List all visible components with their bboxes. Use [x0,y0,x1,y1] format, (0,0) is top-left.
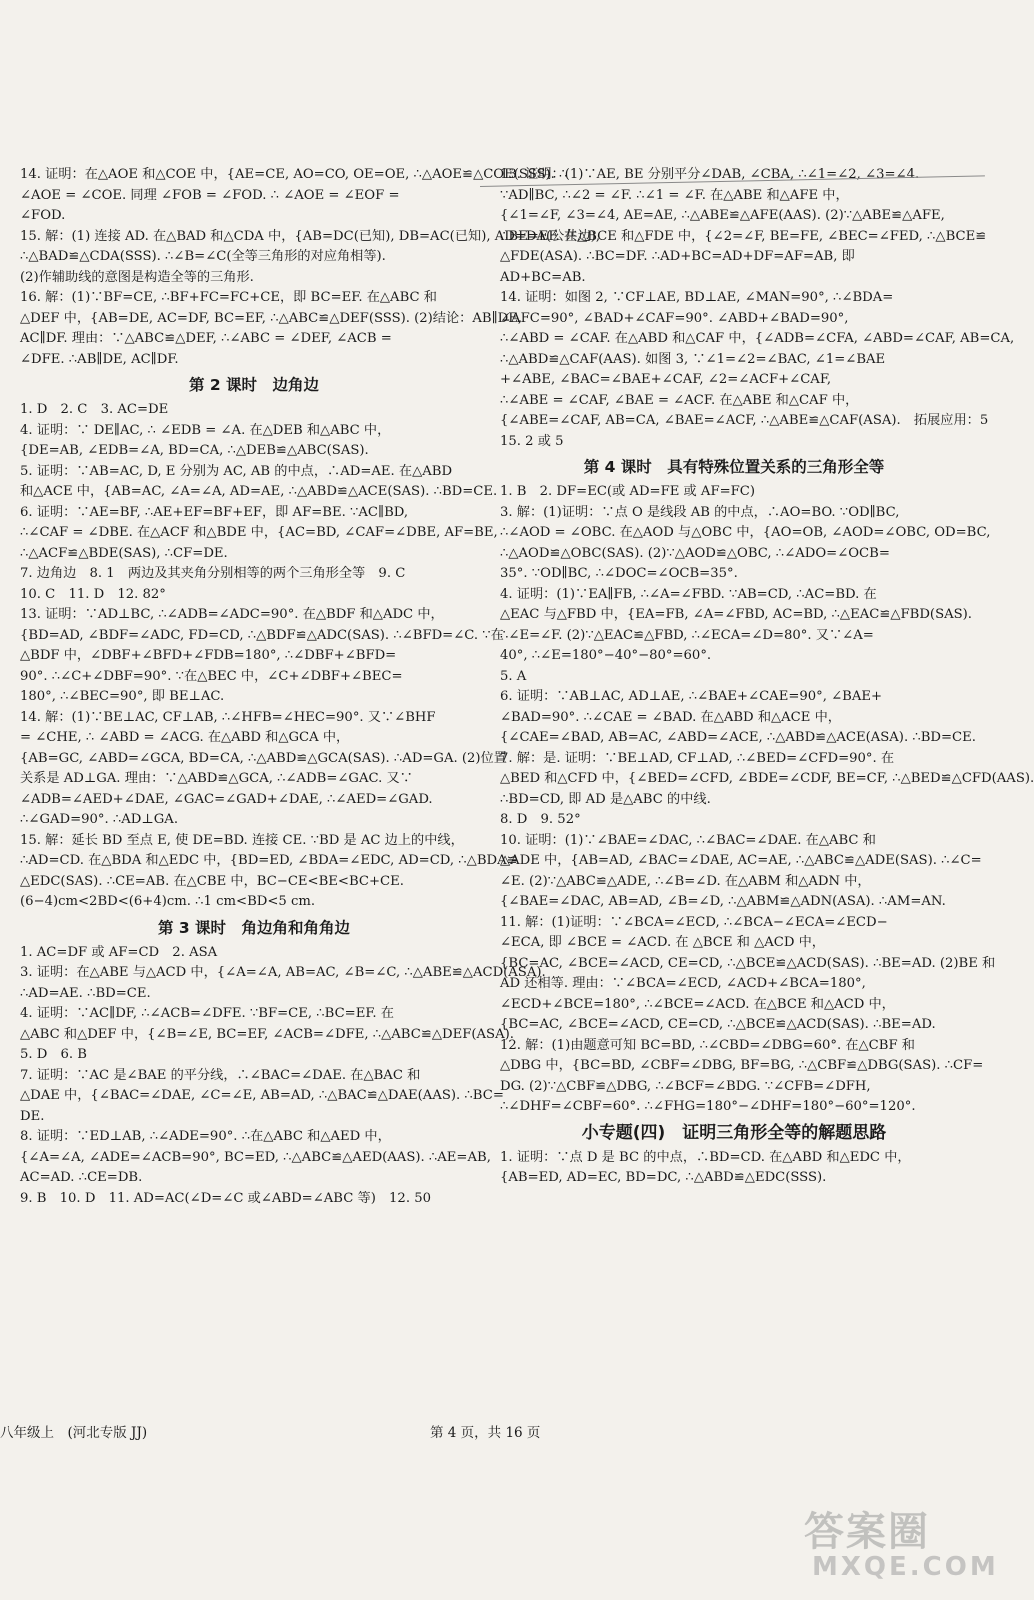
answer-line: △FDE(ASA). ∴BC=DF. ∴AD+BC=AD+DF=AF=AB, 即 [500,249,855,264]
answer-line: ∴∠E=∠F. (2)∵△EAC≌△FBD, ∴∠ECA=∠D=80°. 又∵∠A= [500,627,874,643]
answer-line: ∴∠ABE = ∠CAF, ∠BAE = ∠ACF. 在△ABE 和△CAF 中， [500,392,859,408]
answer-line: ∴BD=CD, 即 AD 是△ABC 的中线. [500,791,711,807]
answer-line: ∴∠ABD = ∠CAF. 在△ABD 和△CAF 中，{∠ADB=∠CFA, ∠ABD=∠CAF, AB=CA, [500,331,1015,346]
section-heading: 第 2 课时 边角边 [188,376,320,394]
answer-line: △DBG 中，{BC=BD, ∠CBF=∠DBG, BF=BG, ∴△CBF≌△DBG(SAS). ∴CF= [500,1058,984,1073]
answer-line: 14. 证明：如图 2, ∵CF⊥AE, BD⊥AE, ∠MAN=90°, ∴∠BDA= [500,290,894,305]
answer-line: ∠BAD=90°. ∴∠CAE = ∠BAD. 在△ABD 和△ACE 中， [500,709,841,725]
answer-line: ∴△ABD≌△CAF(AAS). 如图 3, ∵∠1=∠2=∠BAC, ∠1=∠BAE [500,351,886,367]
answer-line: 4. 证明：∵ DE∥AC, ∴ ∠EDB = ∠A. 在△DEB 和△ABC 中， [20,422,391,438]
answer-line: ∴∠GAD=90°. ∴AD⊥GA. [20,812,179,827]
answer-line: ∠AFC=90°, ∠BAD+∠CAF=90°. ∠ABD+∠BAD=90°, [500,310,849,326]
answer-line: AC∥DF. 理由：∵△ABC≌△DEF, ∴∠ABC = ∠DEF, ∠ACB = [20,331,392,346]
answer-line: {BD=AD, ∠BDF=∠ADC, FD=CD, ∴△BDF≌△ADC(SAS). ∴∠BFD=∠C. ∵在 [20,627,504,643]
answer-line: AD+BC=AB. [500,269,586,285]
answer-line: (2)作辅助线的意图是构造全等的三角形. [20,269,254,285]
answer-line: {∠CAE=∠BAD, AB=AC, ∠ABD=∠ACE, ∴△ABD≌△ACE(ASA). ∴BD=CE. [500,730,976,745]
answer-line: 6. 证明：∵AE=BF, ∴AE+EF=BF+EF，即 AF=BE. ∵AC∥BD, [20,504,409,520]
answer-line: ∵AD∥BC, ∴∠2 = ∠F. ∴∠1 = ∠F. 在△ABE 和△AFE 中， [500,187,849,203]
answer-line: 5. A [500,668,527,684]
answer-line: 14. 解：(1)∵BE⊥AC, CF⊥AB, ∴∠HFB=∠HEC=90°. 又∵∠BHF [20,709,436,725]
answer-line: 1. B 2. DF=EC(或 AD=FE 或 AF=FC) [500,484,756,499]
answer-line: {BC=AC, ∠BCE=∠ACD, CE=CD, ∴△BCE≌△ACD(SAS). ∴BE=AD. [500,1017,936,1032]
answer-line: {∠A=∠A, ∠ADE=∠ACB=90°, BC=ED, ∴△ABC≌△AED(AAS). ∴AE=AB, [20,1149,491,1165]
section-heading: 第 3 课时 角边角和角角边 [157,918,351,937]
answer-line: 3. 解：(1)证明：∵点 O 是线段 AB 的中点，∴AO=BO. ∵OD∥BC, [500,504,900,520]
answer-line: 10. C 11. D 12. 82° [20,586,166,602]
answer-line: 13. 证明：∵AD⊥BC, ∴∠ADB=∠ADC=90°. 在△BDF 和△ADC 中， [20,607,444,622]
answer-line: 35°. ∵OD∥BC, ∴∠DOC=∠OCB=35°. [500,566,738,581]
answer-line: ∠ECA, 即 ∠BCE = ∠ACD. 在 △BCE 和 △ACD 中， [500,935,825,950]
answer-line: △DEF 中，{AB=DE, AC=DF, BC=EF, ∴△ABC≌△DEF(SSS). (2)结论：AB∥DE, [20,310,523,326]
answer-line: 1. 证明：∵点 D 是 BC 的中点，∴BD=CD. 在△ABD 和△EDC 中， [500,1149,911,1165]
answer-line: {DE=AB, ∠EDB=∠A, BD=CA, ∴△DEB≌△ABC(SAS). [20,443,369,458]
answer-line: ∴BE=EF. 在△BCE 和△FDE 中，{∠2=∠F, BE=FE, ∠BEC=∠FED, ∴△BCE≌ [500,228,987,244]
answer-line: AD 还相等. 理由：∵∠BCA=∠ECD, ∠ACD+∠BCA=180°, [500,976,866,991]
answer-line: 13. 证明：(1)∵AE, BE 分别平分∠DAB, ∠CBA, ∴∠1=∠2, ∠3=∠4. [500,167,920,182]
answer-line: ∠FOD. [20,208,66,223]
answer-line: 180°, ∴∠BEC=90°, 即 BE⊥AC. [20,689,225,704]
footer-book-label: 八年级上 (河北专版 JJ) [0,1425,148,1441]
watermark-site: MXQE.COM [812,1552,999,1582]
answer-line: {∠ABE=∠CAF, AB=CA, ∠BAE=∠ACF, ∴△ABE≌△CAF(ASA). 拓展应用：5 [500,413,989,428]
answer-line: ∴△BAD≌△CDA(SSS). ∴∠B=∠C(全等三角形的对应角相等). [20,249,386,264]
right-column [500,165,1034,1189]
watermark-logo [800,1500,999,1594]
answer-line: ∴∠AOD = ∠OBC. 在△AOD 与△OBC 中，{AO=OB, ∠AOD=∠OBC, OD=BC, [500,525,991,540]
answer-line: 关系是 AD⊥GA. 理由：∵△ABD≌△GCA, ∴∠ADB=∠GAC. 又∵ [20,771,413,786]
answer-line: △ABC 和△DEF 中，{∠B=∠E, BC=EF, ∠ACB=∠DFE, ∴△ABC≌△DEF(ASA). [20,1026,514,1042]
answer-line: 12. 解：(1)由题意可知 BC=BD, ∴∠CBD=∠DBG=60°. 在△CBF 和 [500,1037,915,1053]
page-footer [0,1422,1000,1444]
answer-line: DG. (2)∵△CBF≌△DBG, ∴∠BCF=∠BDG. ∵∠CFB=∠DFH, [500,1078,871,1094]
watermark-mark: 答案圈 [804,1509,930,1555]
answer-line: 10. 证明：(1)∵∠BAE=∠DAC, ∴∠BAC=∠DAE. 在△ABC 和 [500,832,876,848]
answer-line: = ∠CHE, ∴ ∠ABD = ∠ACG. 在△ABD 和△GCA 中， [20,730,350,745]
answer-line: 1. AC=DF 或 AF=CD 2. ASA [20,944,218,960]
answer-line: 6. 证明：∵AB⊥AC, AD⊥AE, ∴∠BAE+∠CAE=90°, ∠BAE+ [500,689,883,704]
answer-line: 9. B 10. D 11. AD=AC(∠D=∠C 或∠ABD=∠ABC 等) 12. 50 [20,1190,431,1206]
answer-line: 90°. ∴∠C+∠DBF=90°. ∵在△BEC 中，∠C+∠DBF+∠BEC= [20,668,403,684]
answer-line: △EDC(SAS). ∴CE=AB. 在△CBE 中，BC−CE<BE<BC+CE. [20,873,404,889]
answer-line: 16. 解：(1)∵BF=CE, ∴BF+FC=FC+CE，即 BC=EF. 在△ABC 和 [20,290,437,305]
answer-line: (6−4)cm<2BD<(6+4)cm. ∴1 cm<BD<5 cm. [20,894,316,909]
answer-line: 和△ACE 中，{AB=AC, ∠A=∠A, AD=AE, ∴△ABD≌△ACE(SAS). ∴BD=CE. [20,484,498,499]
answer-line: △ADE 中，{AB=AD, ∠BAC=∠DAE, AC=AE, ∴△ABC≌△ADE(SAS). ∴∠C= [500,853,982,868]
answer-line: 1. D 2. C 3. AC=DE [20,402,169,417]
answer-line: {AB=ED, AD=EC, BD=DC, ∴△ABD≌△EDC(SSS). [500,1170,827,1185]
answer-line: 15. 2 或 5 [500,433,564,449]
answer-line: ∠DFE. ∴AB∥DE, AC∥DF. [20,351,179,367]
answer-line: 7. 解：是. 证明：∵BE⊥AD, CF⊥AD, ∴∠BED=∠CFD=90°. 在 [500,750,895,766]
answer-line: 8. D 9. 52° [500,812,581,827]
section-heading: 第 4 课时 具有特殊位置关系的三角形全等 [583,458,885,476]
answer-line: ∠E. (2)∵△ABC≌△ADE, ∴∠B=∠D. 在△ABM 和△ADN 中， [500,873,871,889]
answer-line: 7. 证明：∵AC 是∠BAE 的平分线，∴∠BAC=∠DAE. 在△BAC 和 [20,1067,421,1083]
answer-line: {∠BAE=∠DAC, AB=AD, ∠B=∠D, ∴△ABM≌△ADN(ASA). ∴AM=AN. [500,894,946,909]
answer-line: {BC=AC, ∠BCE=∠ACD, CE=CD, ∴△BCE≌△ACD(SAS). ∴BE=AD. (2)BE 和 [500,955,996,971]
answer-line: △EAC 与△FBD 中，{EA=FB, ∠A=∠FBD, AC=BD, ∴△EAC≌△FBD(SAS). [500,607,972,622]
footer-page-number: 第 4 页，共 16 页 [430,1425,541,1441]
section-heading: 小专题(四) 证明三角形全等的解题思路 [581,1122,887,1143]
answer-line: ∴AD=AE. ∴BD=CE. [20,985,151,1001]
answer-line: △BDF 中，∠DBF+∠BFD+∠FDB=180°, ∴∠DBF+∠BFD= [20,648,397,663]
answer-line: {AB=GC, ∠ABD=∠GCA, BD=CA, ∴△ABD≌△GCA(SAS). ∴AD=GA. (2)位置 [20,750,507,766]
answer-line: 40°, ∴∠E=180°−40°−80°=60°. [500,648,712,663]
answer-line: AC=AD. ∴CE=DB. [20,1170,143,1185]
answer-line: ∠ADB=∠AED+∠DAE, ∠GAC=∠GAD+∠DAE, ∴∠AED=∠GAD. [20,791,433,807]
answer-line: 4. 证明：(1)∵EA∥FB, ∴∠A=∠FBD. ∵AB=CD, ∴AC=BD. 在 [500,586,877,602]
answer-line: ∴AD=CD. 在△BDA 和△EDC 中，{BD=ED, ∠BDA=∠EDC, AD=CD, ∴△BDA≌ [20,853,518,868]
answer-line: 8. 证明：∵ED⊥AB, ∴∠ADE=90°. ∴在△ABC 和△AED 中， [20,1129,391,1144]
answer-line: 7. 边角边 8. 1 两边及其夹角分别相等的两个三角形全等 9. C [20,566,406,581]
answer-line: DE. [20,1108,45,1124]
answer-line: 5. 证明：∵AB=AC, D, E 分别为 AC, AB 的中点，∴AD=AE. 在△ABD [20,463,453,479]
answer-line: {∠1=∠F, ∠3=∠4, AE=AE, ∴△ABE≌△AFE(AAS). (2)∵△ABE≌△AFE, [500,208,945,223]
answer-line: 11. 解：(1)证明：∵∠BCA=∠ECD, ∴∠BCA−∠ECA=∠ECD− [500,914,888,930]
answer-line: 15. 解：延长 BD 至点 E, 使 DE=BD. 连接 CE. ∵BD 是 AC 边上的中线， [20,832,464,848]
answer-line: △DAE 中，{∠BAC=∠DAE, ∠C=∠E, AB=AD, ∴△BAC≌△DAE(AAS). ∴BC= [20,1088,504,1103]
answer-line: 3. 证明：在△ABE 与△ACD 中，{∠A=∠A, AB=AC, ∠B=∠C, ∴△ABE≌△ACD(ASA). [20,965,546,980]
answer-line: 15. 解：(1) 连接 AD. 在△BAD 和△CDA 中，{AB=DC(已知), DB=AC(已知), AD=DA(公共边), [20,228,601,244]
answer-line: ∠AOE = ∠COE. 同理 ∠FOB = ∠FOD. ∴ ∠AOE = ∠EOF = [20,187,400,203]
answer-line: 14. 证明：在△AOE 和△COE 中，{AE=CE, AO=CO, OE=OE, ∴△AOE≌△COE(SSS). ∴ [20,167,568,182]
answer-line: ∴△AOD≌△OBC(SAS). (2)∵△AOD≌△OBC, ∴∠ADO=∠OCB= [500,545,890,561]
answer-line: ∴△ACF≌△BDE(SAS), ∴CF=DE. [20,545,228,561]
answer-line: +∠ABE, ∠BAC=∠BAE+∠CAF, ∠2=∠ACF+∠CAF, [500,372,832,387]
answer-line: 4. 证明：∵AC∥DF, ∴∠ACB=∠DFE. ∵BF=CE, ∴BC=EF. 在 [20,1006,394,1021]
answer-line: △BED 和△CFD 中，{∠BED=∠CFD, ∠BDE=∠CDF, BE=CF, ∴△BED≌△CFD(AAS). [500,771,1034,786]
answer-line: ∴∠DHF=∠CBF=60°. ∴∠FHG=180°−∠DHF=180°−60°=120°. [500,1099,916,1114]
answer-line: ∠ECD+∠BCE=180°, ∴∠BCE=∠ACD. 在△BCE 和△ACD 中， [500,996,895,1012]
answer-line: 5. D 6. B [20,1047,87,1062]
answer-line: ∴∠CAF = ∠DBE. 在△ACF 和△BDE 中，{AC=BD, ∠CAF=∠DBE, AF=BE, [20,525,498,540]
